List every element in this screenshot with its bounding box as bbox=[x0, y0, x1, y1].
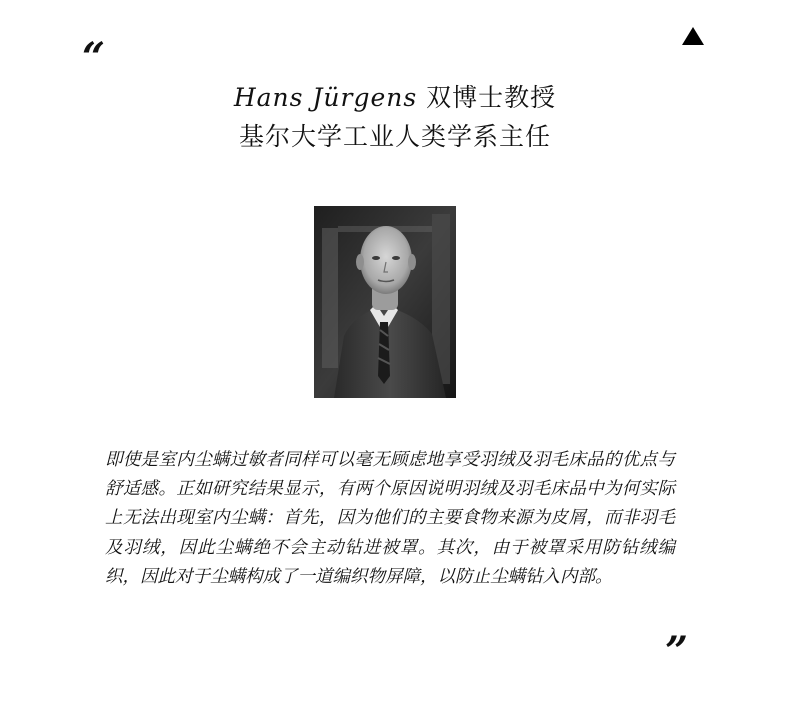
person-name: Hans Jürgens bbox=[233, 83, 418, 112]
body-paragraph: 即使是室内尘螨过敏者同样可以毫无顾虑地享受羽绒及羽毛床品的优点与舒适感。正如研究结果显示，有两个原因说明羽绒及羽毛床品中为何实际上无法出现室内尘螨：首先，因为他们的主要食物来源为皮屑，而非羽毛及羽绒，因此尘螨绝不会主动钻进被罩。其次，由于被罩采用防钻绒编织，因此对于尘螨构成了一道编织物屏障，以防止尘螨钻入内部。 bbox=[105, 450, 675, 587]
title-block bbox=[0, 78, 790, 156]
subtitle: 基尔大学工业人类学系主任 bbox=[238, 122, 551, 151]
portrait-photo bbox=[314, 206, 456, 398]
portrait-image bbox=[314, 206, 456, 398]
close-quote-mark: ” bbox=[665, 628, 689, 675]
title-suffix: 双博士教授 bbox=[417, 83, 557, 112]
open-quote-mark: “ bbox=[82, 34, 106, 81]
up-triangle-icon bbox=[682, 27, 704, 45]
title-line bbox=[0, 78, 790, 117]
